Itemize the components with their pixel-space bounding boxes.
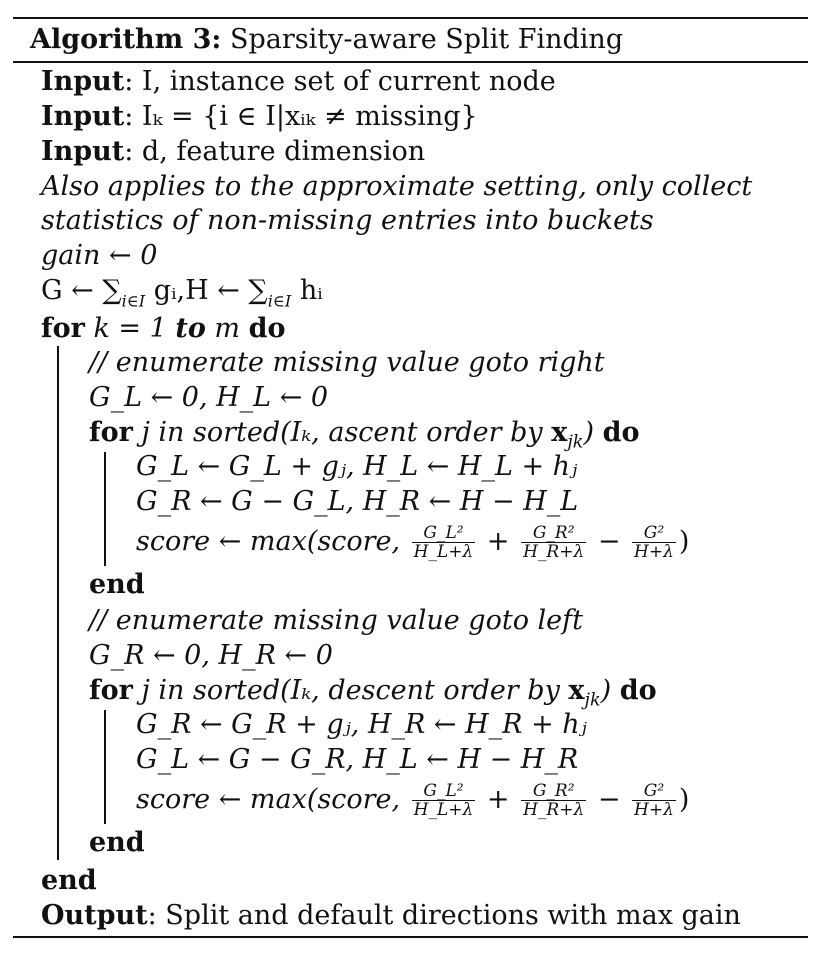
top-rule bbox=[13, 17, 808, 19]
init-right-line: G_R ← 0, H_R ← 0 bbox=[89, 640, 333, 671]
for-keyword: for bbox=[41, 313, 85, 344]
end-keyword-3: end bbox=[41, 865, 97, 896]
frac-num: G_R² bbox=[521, 524, 586, 543]
end-keyword-1: end bbox=[89, 569, 145, 600]
fraction-total bbox=[632, 524, 676, 561]
input-line-1 bbox=[41, 65, 556, 99]
for-keyword: for bbox=[89, 417, 133, 448]
frac-den: H_L+λ bbox=[413, 800, 474, 820]
output-line bbox=[41, 899, 741, 933]
frac-den: H_L+λ bbox=[413, 542, 474, 562]
frac-num: G_L² bbox=[412, 524, 476, 543]
h-sum: gᵢ,H ← ∑ bbox=[145, 275, 268, 306]
output-text: : Split and default directions with max gain bbox=[147, 900, 741, 931]
fraction-left bbox=[412, 782, 476, 819]
algorithm-header bbox=[30, 23, 623, 57]
g-sum-sub: i∈I bbox=[121, 291, 146, 311]
comment-right: // enumerate missing value goto right bbox=[89, 347, 605, 378]
output-keyword: Output bbox=[41, 900, 148, 931]
score-line-1 bbox=[136, 523, 690, 562]
score-head: score ← max(score, bbox=[136, 784, 409, 815]
input-text: : d, feature dimension bbox=[124, 136, 426, 167]
plus-sign: + bbox=[478, 784, 519, 815]
minus-sign: − bbox=[589, 526, 630, 557]
outer-block-bar bbox=[57, 346, 59, 860]
for-descent-line bbox=[89, 674, 657, 711]
minus-sign: − bbox=[589, 784, 630, 815]
init-left-line: G_L ← 0, H_L ← 0 bbox=[89, 382, 329, 413]
for-close: ) bbox=[600, 675, 620, 706]
x-subscript: jk bbox=[584, 690, 601, 711]
algorithm-title: Sparsity-aware Split Finding bbox=[230, 24, 624, 55]
fraction-right bbox=[521, 782, 586, 819]
x-subscript: jk bbox=[567, 432, 584, 453]
for-keyword: for bbox=[89, 675, 133, 706]
sum-init-line bbox=[41, 274, 323, 311]
comment-left: // enumerate missing value goto left bbox=[89, 605, 583, 636]
for-text: j in sorted(Iₖ, ascent order by bbox=[132, 417, 552, 448]
frac-num: G² bbox=[632, 782, 676, 801]
fraction-total bbox=[632, 782, 676, 819]
fraction-right bbox=[521, 524, 586, 561]
do-keyword: do bbox=[602, 417, 640, 448]
input-line-3 bbox=[41, 135, 425, 169]
do-keyword: do bbox=[248, 313, 286, 344]
for-text: j in sorted(Iₖ, descent order by bbox=[132, 675, 569, 706]
update-left-line-1: G_L ← G_L + gⱼ, H_L ← H_L + hⱼ bbox=[136, 451, 578, 482]
for-var: k = 1 bbox=[84, 313, 176, 344]
input-line-2 bbox=[41, 100, 478, 134]
frac-den: H+λ bbox=[634, 542, 674, 562]
score-head: score ← max(score, bbox=[136, 526, 409, 557]
header-rule bbox=[13, 61, 808, 63]
g-sum: G ← ∑ bbox=[41, 275, 122, 306]
frac-den: H_R+λ bbox=[523, 542, 585, 562]
input-text: : Iₖ = {i ∈ I|xᵢₖ ≠ missing} bbox=[124, 101, 478, 132]
frac-num: G_R² bbox=[521, 782, 586, 801]
for-close: ) bbox=[583, 417, 603, 448]
end-keyword-2: end bbox=[89, 827, 145, 858]
frac-den: H_R+λ bbox=[523, 800, 585, 820]
plus-sign: + bbox=[478, 526, 519, 557]
input-keyword: Input bbox=[41, 136, 125, 167]
frac-num: G² bbox=[632, 524, 676, 543]
frac-num: G_L² bbox=[412, 782, 476, 801]
close-paren: ) bbox=[678, 526, 690, 557]
h-sum-sub: i∈I bbox=[267, 291, 292, 311]
for-ascent-line bbox=[89, 416, 640, 453]
inner-block-bar-1 bbox=[104, 452, 106, 566]
note-line-2: statistics of non-missing entries into buckets bbox=[41, 205, 654, 236]
frac-den: H+λ bbox=[634, 800, 674, 820]
algorithm-label: Algorithm 3: bbox=[30, 24, 222, 55]
x-vector: x bbox=[551, 417, 568, 448]
input-keyword: Input bbox=[41, 101, 125, 132]
update-left-line-2: G_L ← G − G_R, H_L ← H − H_R bbox=[136, 744, 579, 775]
for-k-line bbox=[41, 312, 286, 346]
h-sum-rest: hᵢ bbox=[291, 275, 323, 306]
bottom-rule bbox=[13, 936, 808, 938]
update-right-line-2: G_R ← G_R + gⱼ, H_R ← H_R + hⱼ bbox=[136, 709, 587, 740]
to-keyword: to bbox=[175, 313, 206, 344]
update-right-line-1: G_R ← G − G_L, H_R ← H − H_L bbox=[136, 486, 579, 517]
input-keyword: Input bbox=[41, 66, 125, 97]
x-vector: x bbox=[568, 675, 585, 706]
for-end: m bbox=[205, 313, 249, 344]
input-text: : I, instance set of current node bbox=[124, 66, 556, 97]
inner-block-bar-2 bbox=[104, 710, 106, 824]
score-line-2 bbox=[136, 781, 690, 820]
close-paren: ) bbox=[678, 784, 690, 815]
gain-init-line: gain ← 0 bbox=[41, 240, 158, 271]
fraction-left bbox=[412, 524, 476, 561]
do-keyword: do bbox=[619, 675, 657, 706]
note-line-1: Also applies to the approximate setting, only collect bbox=[41, 171, 753, 202]
